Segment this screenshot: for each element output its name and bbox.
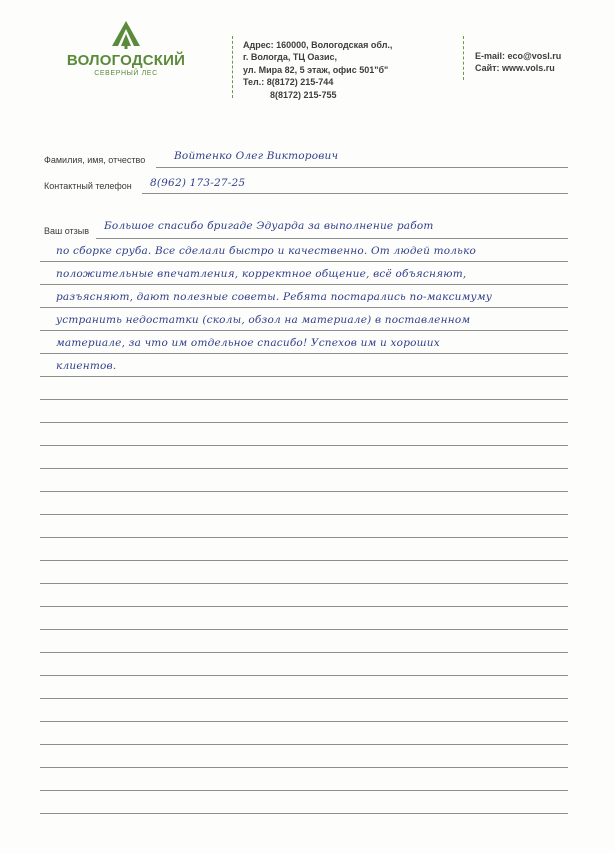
ruled-line <box>40 353 568 354</box>
ruled-line <box>40 422 568 423</box>
name-label: Фамилия, имя, отчество <box>44 155 146 165</box>
ruled-line <box>40 583 568 584</box>
address-line: ул. Мира 82, 5 этаж, офис 501"б" <box>243 64 389 75</box>
ruled-line <box>40 261 568 262</box>
ruled-line <box>40 629 568 630</box>
site-text: Сайт: www.vols.ru <box>475 63 555 74</box>
ruled-line <box>40 537 568 538</box>
brand-name: ВОЛОГОДСКИЙ <box>66 52 186 69</box>
review-text-line: устранить недостатки (сколы, обзол на материале) в поставленном <box>56 314 471 326</box>
review-text-line: разъясняют, дают полезные советы. Ребята постарались по-максимуму <box>56 291 493 303</box>
phone-line: 8(8172) 215-755 <box>270 89 337 100</box>
header-divider-left <box>232 36 233 98</box>
ruled-line <box>40 675 568 676</box>
address-block <box>243 39 392 101</box>
review-text-line: положительные впечатления, корректное общение, всё объясняют, <box>56 268 467 280</box>
fir-trees-icon <box>106 20 146 50</box>
email-text: E-mail: eco@vosl.ru <box>475 51 562 61</box>
ruled-line <box>40 721 568 722</box>
phone-value: 8(962) 173-27-25 <box>150 177 246 189</box>
review-text-line: материале, за что им отдельное спасибо! Успехов им и хороших <box>56 337 440 349</box>
phone-underline <box>142 193 568 194</box>
ruled-line <box>40 652 568 653</box>
ruled-line <box>40 560 568 561</box>
ruled-line <box>40 284 568 285</box>
review-text-line: Большое спасибо бригаде Эдуарда за выполнение работ <box>104 220 434 232</box>
ruled-line <box>40 606 568 607</box>
contacts-block <box>475 50 561 75</box>
name-underline <box>156 167 568 168</box>
company-logo <box>66 20 186 77</box>
ruled-line <box>40 330 568 331</box>
ruled-line <box>40 813 568 814</box>
ruled-line <box>40 744 568 745</box>
ruled-line <box>40 445 568 446</box>
ruled-line <box>40 376 568 377</box>
ruled-line <box>40 698 568 699</box>
ruled-line <box>40 468 568 469</box>
header-divider-right <box>463 36 464 80</box>
name-value: Войтенко Олег Викторович <box>174 150 339 162</box>
ruled-line <box>96 238 568 239</box>
phone-line: Тел.: 8(8172) 215-744 <box>243 77 334 88</box>
ruled-line <box>40 790 568 791</box>
phone-label: Контактный телефон <box>44 181 132 191</box>
review-text-line: клиентов. <box>56 360 117 372</box>
brand-subtitle: СЕВЕРНЫЙ ЛЕС <box>94 70 158 77</box>
ruled-line <box>40 491 568 492</box>
ruled-line <box>40 767 568 768</box>
ruled-line <box>40 399 568 400</box>
address-line: г. Вологда, ТЦ Оазис, <box>243 52 338 63</box>
review-label: Ваш отзыв <box>44 226 90 236</box>
address-line: Адрес: 160000, Вологодская обл., <box>243 40 393 50</box>
review-text-line: по сборке сруба. Все сделали быстро и качественно. От людей только <box>56 245 477 257</box>
ruled-line <box>40 514 568 515</box>
ruled-line <box>40 307 568 308</box>
